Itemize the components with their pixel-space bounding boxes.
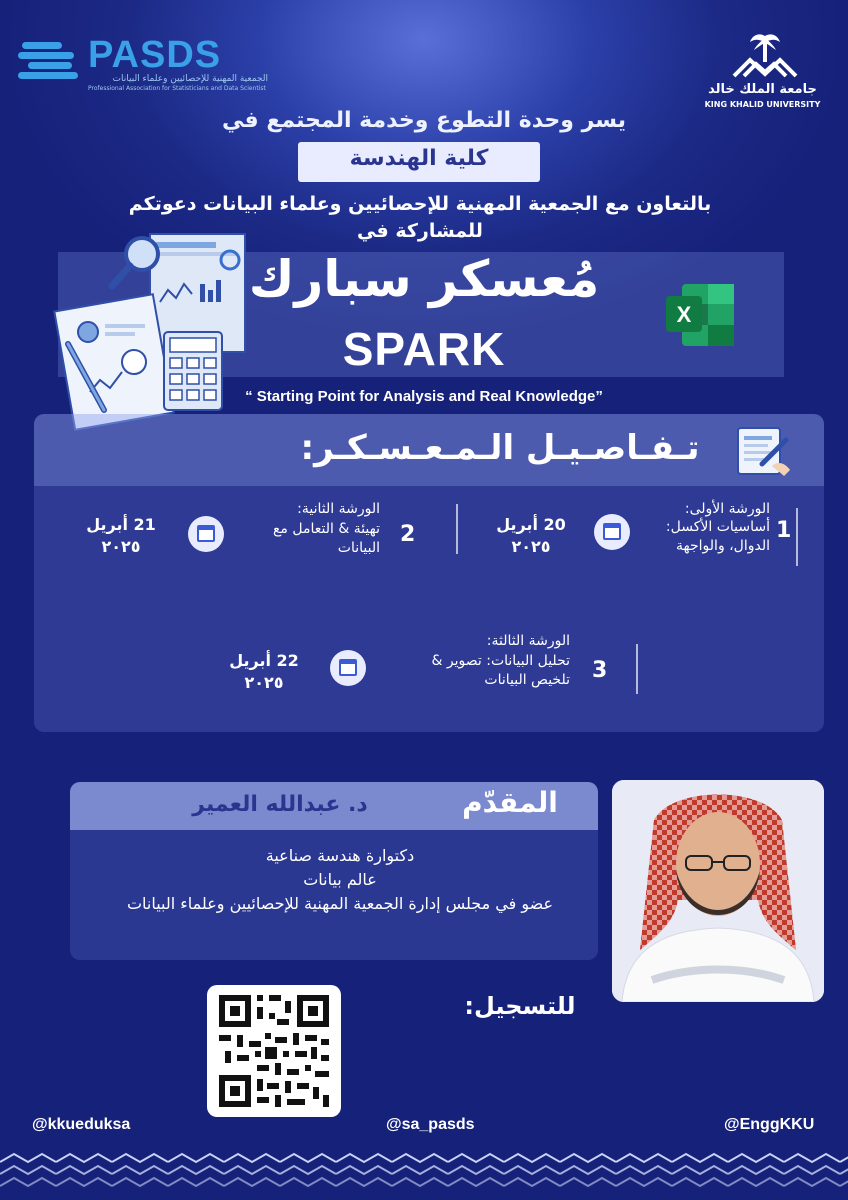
pasds-wordmark: PASDS (88, 34, 222, 76)
calendar-icon (188, 516, 224, 552)
event-tagline: “ Starting Point for Analysis and Real Knowledge” (245, 388, 603, 405)
pasds-lines-icon (18, 40, 88, 84)
presenter-bio (110, 844, 570, 916)
workshop-2-label: الورشة الثانية: (297, 501, 380, 517)
workshop-2-name: تهيئة & التعامل مع البيانات (272, 521, 380, 556)
kku-arabic-name: جامعة الملك خالد (708, 82, 817, 97)
social-handle-enggkku[interactable]: @EnggKKU (724, 1116, 815, 1133)
intro-line: يسر وحدة التطوع وخدمة المجتمع في (222, 108, 626, 133)
workshop-3-date: 22 أبريل (229, 651, 299, 670)
workshop-divider (456, 504, 458, 554)
excel-icon (664, 282, 736, 348)
palm-emblem-icon (730, 32, 800, 80)
presenter-label: المقدّم (462, 786, 558, 819)
faculty-name: كلية الهندسة (349, 146, 489, 171)
workshop-1-label: الورشة الأولى: (684, 501, 770, 517)
event-title-english: SPARK (342, 323, 506, 375)
pasds-english-name: Professional Association for Statisticians and Data Scientist (88, 85, 266, 92)
workshop-2-year: ٢٠٢٥ (101, 537, 141, 556)
workshop-1-year: ٢٠٢٥ (511, 537, 551, 556)
presenter-name: د. عبدالله العمير (192, 792, 368, 817)
faculty-box (298, 142, 540, 182)
calendar-icon (594, 514, 630, 550)
details-title: تـفـاصـيـل الـمـعـسـكـر: (300, 428, 700, 468)
registration-qr-code[interactable] (207, 985, 341, 1117)
pasds-arabic-name: الجمعية المهنية للإحصائيين وعلماء البيانات (112, 74, 268, 84)
document-pen-icon (734, 420, 794, 480)
kku-logo (700, 32, 825, 112)
collaboration-line: بالتعاون مع الجمعية المهنية للإحصائيين وعلماء البيانات دعوتكم (128, 193, 712, 215)
workshop-1-name: أساسيات الأكسل: الدوال، والواجهة (665, 519, 770, 554)
invite-line: للمشاركة في (357, 220, 483, 242)
workshop-1-number: 1 (776, 518, 792, 543)
excel-letter: X (676, 302, 692, 327)
social-handle-sa-pasds[interactable]: @sa_pasds (386, 1116, 475, 1133)
workshop-divider (796, 508, 798, 566)
presenter-bio-line: عالم بيانات (303, 870, 377, 889)
workshop-2-number: 2 (400, 522, 416, 547)
workshop-3-year: ٢٠٢٥ (244, 673, 284, 692)
qr-code-icon (207, 985, 341, 1117)
pasds-logo (18, 34, 268, 94)
presenter-bio-line: عضو في مجلس إدارة الجمعية المهنية للإحصائيين وعلماء البيانات (126, 894, 554, 913)
presenter-portrait-icon (612, 780, 824, 1002)
kku-english-name: KING KHALID UNIVERSITY (704, 100, 821, 109)
workshop-divider (636, 644, 638, 694)
chevron-pattern-band (0, 1150, 848, 1200)
register-label: للتسجيل: (464, 992, 576, 1020)
workshop-1-date: 20 أبريل (496, 515, 566, 534)
workshop-3-label: الورشة الثالثة: (486, 633, 570, 649)
calendar-icon (330, 650, 366, 686)
workshop-3-number: 3 (592, 658, 608, 683)
presenter-photo (612, 780, 824, 1002)
workshop-3-name: تحليل البيانات: تصوير & تلخيص البيانات (431, 653, 570, 688)
presenter-bio-line: دكتوارة هندسة صناعية (265, 846, 415, 865)
workshop-2-date: 21 أبريل (86, 515, 156, 534)
event-title-arabic: مُعسكر سبارك (248, 250, 600, 308)
social-handle-kkueduksa[interactable]: @kkueduksa (32, 1116, 131, 1133)
